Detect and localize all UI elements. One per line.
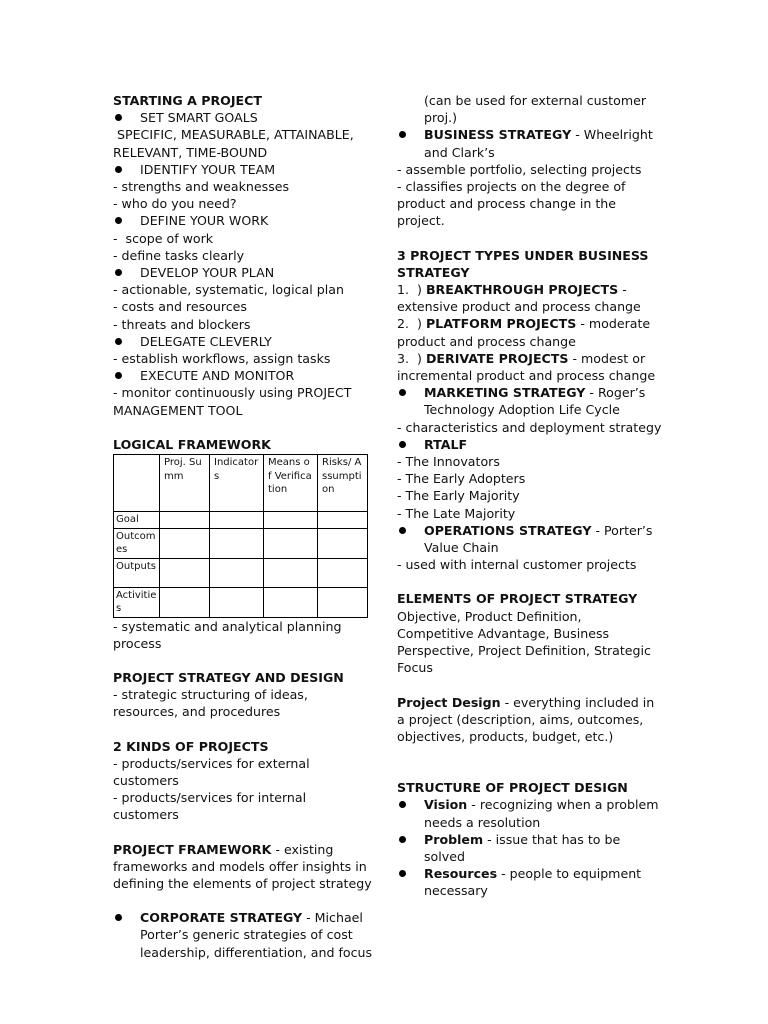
logframe-note: - systematic and analytical planning process (113, 618, 342, 651)
bullet-dot-icon (399, 801, 406, 808)
corporate-continued: (can be used for external customer proj.) (424, 93, 647, 126)
term: PROJECT FRAMEWORK (113, 841, 272, 857)
bullet-corporate-strategy: CORPORATE STRATEGY - Michael Porter’s generic strategies of cost leadership, differentiation, and focus (113, 909, 373, 961)
bullet-smart-goals: SET SMART GOALS (113, 109, 373, 126)
bullet-problem: Problem - issue that has to be solved (397, 831, 662, 865)
text-line: - The Innovators (397, 454, 500, 470)
text-line: - characteristics and deployment strategy (397, 419, 662, 435)
text-line: - used with internal customer projects (397, 557, 637, 573)
text-line: - The Late Majority (397, 505, 516, 521)
bullet-dot-icon (115, 338, 122, 345)
section-title-elements: ELEMENTS OF PROJECT STRATEGY (397, 591, 638, 607)
logframe-table (113, 454, 368, 618)
table-header-cell: Proj. Summ (160, 455, 210, 512)
bullet-dot-icon (115, 217, 122, 224)
text-line: - monitor continuously using PROJECT MANAGEMENT TOOL (113, 385, 352, 418)
section-title-logframe: LOGICAL FRAMEWORK (113, 436, 271, 452)
bullet-execute: EXECUTE AND MONITOR (113, 367, 373, 384)
bullet-dot-icon (115, 372, 122, 379)
section-title-starting: STARTING A PROJECT (113, 93, 262, 108)
bullet-delegate: DELEGATE CLEVERLY (113, 333, 373, 350)
numbered-item-derivate: 3. ) DERIVATE PROJECTS - modest or incremental product and process change (397, 350, 656, 384)
bullet-dot-icon (115, 269, 122, 276)
table-row-label: Outputs (114, 558, 160, 587)
bullet-rtalf: RTALF (397, 436, 662, 453)
table-header-cell: Indicators (210, 455, 264, 512)
strategy-design-text: - strategic structuring of ideas, resources, and procedures (113, 687, 308, 720)
bullet-dot-icon (399, 870, 406, 877)
bullet-vision: Vision - recognizing when a problem needs a resolution (397, 796, 662, 830)
section-title-strategy-design: PROJECT STRATEGY AND DESIGN (113, 669, 344, 685)
smart-detail: SPECIFIC, MEASURABLE, ATTAINABLE, RELEVANT, TIME-BOUND (113, 127, 358, 160)
project-framework-paragraph: PROJECT FRAMEWORK - existing frameworks and models offer insights in defining the elements of project strategy (113, 841, 372, 891)
text-line: - establish workflows, assign tasks (113, 351, 331, 367)
text-line: - products/services for internal customers (113, 790, 307, 823)
table-row-label: Outcomes (114, 528, 160, 558)
bullet-operations-strategy: OPERATIONS STRATEGY - Porter’s Value Chain (397, 522, 662, 556)
table-header-cell: Means of Verification (264, 455, 318, 512)
left-column (113, 92, 373, 961)
table-row (114, 512, 368, 529)
text-line: - assemble portfolio, selecting projects (397, 161, 642, 177)
right-column (397, 92, 662, 900)
text-line: - products/services for external customers (113, 755, 310, 788)
elements-text: Objective, Product Definition, Competitive Advantage, Business Perspective, Project Definition, Strategic Focus (397, 608, 651, 676)
table-header-cell: Risks/ Assumption (318, 455, 368, 512)
text-line: - classifies projects on the degree of product and process change in the project. (397, 179, 626, 229)
bullet-dot-icon (115, 114, 122, 121)
text-line: - costs and resources (113, 299, 247, 315)
section-title-project-types: 3 PROJECT TYPES UNDER BUSINESS STRATEGY (397, 247, 649, 280)
text-line: - scope of work (113, 230, 214, 246)
bullet-dot-icon (399, 836, 406, 843)
text-line: - who do you need? (113, 196, 237, 212)
numbered-item-platform: 2. ) PLATFORM PROJECTS - moderate product and process change (397, 316, 651, 349)
bullet-work: DEFINE YOUR WORK (113, 212, 373, 229)
text-line: - strengths and weaknesses (113, 179, 290, 195)
bullet-dot-icon (399, 441, 406, 448)
text-line: - threats and blockers (113, 316, 251, 332)
bullet-business-strategy: BUSINESS STRATEGY - Wheelright and Clark’s (397, 126, 662, 160)
bullet-dot-icon (399, 527, 406, 534)
numbered-item-breakthrough: 1. ) BREAKTHROUGH PROJECTS - extensive product and process change (397, 282, 641, 315)
table-row (114, 587, 368, 617)
table-row-label: Goal (114, 512, 160, 529)
bullet-dot-icon (399, 131, 406, 138)
table-row (114, 558, 368, 587)
bullet-dot-icon (115, 166, 122, 173)
bullet-plan: DEVELOP YOUR PLAN (113, 264, 373, 281)
table-header-row (114, 455, 368, 512)
section-title-structure: STRUCTURE OF PROJECT DESIGN (397, 780, 628, 796)
text-line: - actionable, systematic, logical plan (113, 282, 344, 298)
text-line: - The Early Adopters (397, 471, 526, 487)
table-row-label: Activities (114, 587, 160, 617)
table-row (114, 528, 368, 558)
project-design-paragraph: Project Design - everything included in a project (description, aims, outcomes, objectives, products, budget, etc.) (397, 694, 655, 744)
bullet-dot-icon (399, 389, 406, 396)
table-header-cell (114, 455, 160, 512)
bullet-marketing-strategy: MARKETING STRATEGY - Roger’s Technology Adoption Life Cycle (397, 384, 662, 418)
text-line: - define tasks clearly (113, 247, 245, 263)
bullet-team: IDENTIFY YOUR TEAM (113, 161, 373, 178)
bullet-dot-icon (115, 914, 122, 921)
bullet-resources: Resources - people to equipment necessary (397, 865, 662, 899)
section-title-kinds: 2 KINDS OF PROJECTS (113, 738, 269, 754)
text-line: - The Early Majority (397, 488, 520, 504)
